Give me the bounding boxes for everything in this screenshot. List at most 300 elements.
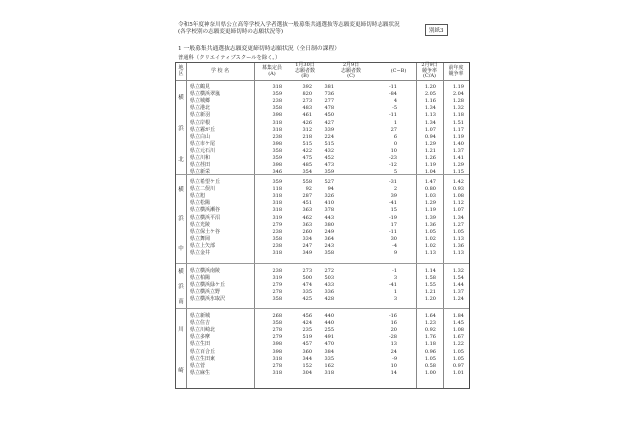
- difference-cell: 17: [390, 221, 397, 228]
- capacity-cell: 279: [272, 334, 282, 341]
- difference-cell: -31: [388, 179, 397, 185]
- ratio-cell: 1.04: [424, 169, 436, 176]
- applicants-feb9-cell: 427: [324, 119, 334, 126]
- prev-ratio-cell: 1.07: [452, 207, 464, 214]
- applicants-jan30-cell: 461: [302, 112, 312, 119]
- capacity-cell: 398: [272, 341, 282, 348]
- applicants-jan30-cell: 515: [302, 140, 312, 147]
- applicants-feb9-cell: 491: [324, 334, 334, 341]
- header-text: 競争率: [448, 70, 464, 77]
- table-row: [176, 112, 469, 119]
- header-text: 地: [178, 64, 184, 71]
- prev-ratio-cell: 0.97: [452, 362, 464, 369]
- region-char: 北: [178, 156, 184, 163]
- table-row: [176, 341, 469, 348]
- school-name-cell: 県立川和: [190, 155, 211, 161]
- applicants-jan30-cell: 474: [302, 282, 312, 289]
- school-name-cell: 県立横浜立野: [190, 289, 221, 296]
- capacity-cell: 318: [272, 200, 282, 207]
- applicants-jan30-cell: 273: [302, 98, 312, 105]
- school-name-cell: 県立上矢部: [190, 242, 216, 249]
- prev-ratio-cell: 1.17: [452, 126, 464, 133]
- applicants-feb9-cell: 515: [324, 140, 334, 147]
- school-name-cell: 県立元石川: [190, 147, 216, 154]
- difference-cell: 27: [390, 126, 397, 133]
- applicants-feb9-cell: 255: [324, 327, 334, 334]
- applicants-feb9-cell: 503: [324, 275, 334, 282]
- capacity-cell: 398: [272, 112, 282, 119]
- applicants-feb9-cell: 410: [324, 200, 334, 207]
- school-name-cell: 県立麻生: [190, 369, 211, 376]
- header-school-name: [186, 63, 254, 80]
- school-name-cell: 県立横浜瀬谷: [190, 207, 221, 214]
- prev-ratio-cell: 1.51: [452, 119, 464, 126]
- ratio-cell: 1.47: [424, 179, 436, 185]
- capacity-cell: 358: [272, 296, 282, 303]
- capacity-cell: 268: [272, 313, 282, 319]
- header-text: (C−B): [390, 67, 407, 74]
- ratio-cell: 0.80: [424, 186, 436, 193]
- applicants-feb9-cell: 473: [324, 162, 334, 169]
- header-text: 1月30日: [295, 62, 315, 69]
- prev-ratio-cell: 1.28: [452, 98, 464, 105]
- region-char: 浜: [178, 125, 184, 132]
- table-row: [176, 98, 469, 105]
- applicants-jan30-cell: 519: [302, 334, 312, 341]
- header-text: 学 校 名: [210, 67, 230, 74]
- header-capacity: [254, 63, 290, 80]
- table-row: [176, 370, 469, 377]
- table-row: [176, 148, 469, 155]
- applicants-feb9-cell: 336: [324, 289, 334, 296]
- difference-cell: -11: [388, 228, 397, 235]
- difference-cell: 2: [393, 186, 397, 193]
- applicants-jan30-cell: 456: [302, 313, 312, 319]
- prev-ratio-cell: 1.41: [452, 155, 464, 161]
- difference-cell: -5: [392, 105, 397, 112]
- header-text: (C/A): [422, 73, 437, 80]
- attachment-badge: 別紙3: [425, 24, 448, 36]
- ratio-cell: 1.76: [424, 334, 436, 341]
- capacity-cell: 238: [272, 133, 282, 140]
- difference-cell: 16: [390, 320, 397, 327]
- capacity-cell: 398: [272, 162, 282, 169]
- school-name-cell: 県立荏田: [190, 162, 211, 169]
- capacity-cell: 318: [272, 126, 282, 133]
- prev-ratio-cell: 1.32: [452, 268, 464, 274]
- header-text: 2月9日: [421, 62, 438, 69]
- ratio-cell: 1.64: [424, 313, 436, 319]
- header-text: (C): [347, 73, 355, 80]
- capacity-cell: 238: [272, 242, 282, 249]
- difference-cell: 4: [393, 98, 397, 105]
- difference-cell: 1: [393, 289, 397, 296]
- ratio-cell: 1.07: [424, 126, 436, 133]
- region-group: [176, 174, 469, 264]
- applicants-feb9-cell: 272: [324, 268, 334, 274]
- school-name-cell: 県立松陽: [190, 200, 211, 207]
- difference-cell: 24: [390, 348, 397, 355]
- applicants-feb9-cell: 432: [324, 147, 334, 154]
- prev-ratio-cell: 1.67: [452, 334, 464, 341]
- applicants-jan30-cell: 475: [302, 155, 312, 161]
- capacity-cell: 358: [272, 147, 282, 154]
- prev-ratio-cell: 1.01: [452, 369, 464, 376]
- prev-ratio-cell: 1.27: [452, 221, 464, 228]
- prev-ratio-cell: 1.29: [452, 162, 464, 169]
- applicants-jan30-cell: 426: [302, 119, 312, 126]
- school-name-cell: 県立港北: [190, 105, 211, 112]
- difference-cell: 0: [393, 140, 397, 147]
- applicants-jan30-cell: 344: [302, 355, 312, 362]
- difference-cell: 5: [393, 169, 397, 176]
- school-name-cell: 県立多摩: [190, 334, 211, 341]
- applicants-feb9-cell: 339: [324, 126, 334, 133]
- prev-ratio-cell: 1.12: [452, 200, 464, 207]
- prev-ratio-cell: 1.44: [452, 282, 464, 289]
- capacity-cell: 359: [272, 179, 282, 185]
- difference-cell: -16: [388, 313, 397, 319]
- applicants-jan30-cell: 335: [302, 289, 312, 296]
- header-text: 2月9日: [342, 62, 360, 69]
- applicants-feb9-cell: 478: [324, 105, 334, 112]
- school-name-cell: 県立生田東: [190, 355, 216, 362]
- applicants-jan30-cell: 462: [302, 214, 312, 221]
- header-applicants-feb9: [326, 63, 376, 80]
- prev-ratio-cell: 1.13: [452, 250, 464, 256]
- region-group: [176, 308, 469, 390]
- region-char: 川: [178, 326, 184, 333]
- capacity-cell: 278: [272, 327, 282, 334]
- ratio-cell: 1.58: [424, 275, 436, 282]
- capacity-cell: 238: [272, 228, 282, 235]
- prev-ratio-cell: 2.04: [452, 91, 464, 98]
- table-row: [176, 296, 469, 303]
- applicants-jan30-cell: 349: [302, 250, 312, 256]
- prev-ratio-cell: 1.37: [452, 289, 464, 296]
- applicants-feb9-cell: 277: [324, 98, 334, 105]
- table-row: [176, 327, 469, 334]
- difference-cell: 13: [390, 341, 397, 348]
- ratio-cell: 1.23: [424, 320, 436, 327]
- school-name-cell: 県立旭: [190, 193, 206, 200]
- applicants-jan30-cell: 218: [302, 133, 312, 140]
- ratio-cell: 1.20: [424, 296, 436, 303]
- ratio-cell: 1.16: [424, 98, 436, 105]
- applicants-jan30-cell: 354: [302, 169, 312, 176]
- school-name-cell: 県立住吉: [190, 320, 211, 327]
- ratio-cell: 1.13: [424, 112, 436, 119]
- school-name-cell: 県立霧が丘: [190, 126, 216, 133]
- ratio-cell: 1.05: [424, 228, 436, 235]
- applicants-feb9-cell: 452: [324, 155, 334, 161]
- difference-cell: -11: [388, 112, 397, 119]
- applicants-feb9-cell: 470: [324, 341, 334, 348]
- ratio-cell: 1.29: [424, 200, 436, 207]
- capacity-cell: 318: [272, 119, 282, 126]
- difference-cell: 15: [390, 207, 397, 214]
- applicants-jan30-cell: 424: [302, 320, 312, 327]
- applicants-feb9-cell: 364: [324, 235, 334, 242]
- school-name-cell: 県立二俣川: [190, 186, 216, 193]
- prev-ratio-cell: 1.22: [452, 341, 464, 348]
- ratio-cell: 1.34: [424, 119, 436, 126]
- difference-cell: 1: [393, 119, 397, 126]
- difference-cell: -1: [392, 268, 397, 274]
- capacity-cell: 318: [272, 355, 282, 362]
- applicants-feb9-cell: 384: [324, 348, 334, 355]
- ratio-cell: 1.02: [424, 242, 436, 249]
- capacity-cell: 398: [272, 348, 282, 355]
- applicants-jan30-cell: 260: [302, 228, 312, 235]
- capacity-cell: 318: [272, 250, 282, 256]
- ratio-cell: 1.29: [424, 140, 436, 147]
- school-name-cell: 県立横浜氷取沢: [190, 296, 226, 303]
- school-name-cell: 県立金井: [190, 250, 211, 256]
- capacity-cell: 278: [272, 289, 282, 296]
- school-name-cell: 県立保土ケ谷: [190, 228, 221, 235]
- school-name-cell: 県立川崎北: [190, 327, 216, 334]
- difference-cell: 39: [390, 193, 397, 200]
- prev-ratio-cell: 1.45: [452, 320, 464, 327]
- prev-ratio-cell: 1.36: [452, 242, 464, 249]
- capacity-cell: 278: [272, 362, 282, 369]
- applicants-feb9-cell: 428: [324, 296, 334, 303]
- prev-ratio-cell: 1.08: [452, 327, 464, 334]
- ratio-cell: 1.21: [424, 147, 436, 154]
- applicants-jan30-cell: 287: [302, 193, 312, 200]
- school-name-cell: 県立新栄: [190, 169, 211, 176]
- applicants-jan30-cell: 392: [302, 84, 312, 90]
- applicants-jan30-cell: 558: [302, 179, 312, 185]
- school-name-cell: 県立市ケ尾: [190, 140, 216, 147]
- ratio-cell: 1.14: [424, 268, 436, 274]
- difference-cell: -11: [388, 84, 397, 90]
- ratio-cell: 1.26: [424, 155, 436, 161]
- school-name-cell: 県立光陵: [190, 221, 211, 228]
- capacity-cell: 319: [272, 275, 282, 282]
- applicants-jan30-cell: 363: [302, 221, 312, 228]
- school-name-cell: 県立鶴見: [190, 84, 211, 90]
- prev-ratio-cell: 1.84: [452, 313, 464, 319]
- applicants-jan30-cell: 483: [302, 105, 312, 112]
- applicants-feb9-cell: 440: [324, 320, 334, 327]
- ratio-cell: 0.92: [424, 327, 436, 334]
- application-status-table: [175, 62, 470, 389]
- applicants-feb9-cell: 326: [324, 193, 334, 200]
- applicants-feb9-cell: 94: [327, 186, 334, 193]
- ratio-cell: 0.94: [424, 133, 436, 140]
- applicants-jan30-cell: 500: [302, 275, 312, 282]
- capacity-cell: 319: [272, 214, 282, 221]
- ratio-cell: 1.39: [424, 214, 436, 221]
- prev-ratio-cell: 0.93: [452, 186, 464, 193]
- applicants-feb9-cell: 318: [324, 369, 334, 376]
- ratio-cell: 1.55: [424, 282, 436, 289]
- applicants-feb9-cell: 358: [324, 250, 334, 256]
- prev-ratio-cell: 1.08: [452, 193, 464, 200]
- ratio-cell: 1.18: [424, 341, 436, 348]
- applicants-feb9-cell: 433: [324, 282, 334, 289]
- school-name-cell: 県立横浜南陵: [190, 268, 221, 274]
- table-row: [176, 193, 469, 200]
- difference-cell: 6: [393, 133, 397, 140]
- difference-cell: -41: [388, 282, 397, 289]
- difference-cell: -23: [388, 155, 397, 161]
- title-line-2: (各学校別の志願変更締切時の志願状況等): [178, 29, 284, 35]
- applicants-jan30-cell: 273: [302, 268, 312, 274]
- applicants-feb9-cell: 162: [324, 362, 334, 369]
- header-text: 前年度: [448, 64, 464, 71]
- applicants-feb9-cell: 527: [324, 179, 334, 185]
- difference-cell: -19: [388, 214, 397, 221]
- ratio-cell: 1.19: [424, 207, 436, 214]
- capacity-cell: 318: [272, 369, 282, 376]
- capacity-cell: 279: [272, 221, 282, 228]
- region-char: 中: [178, 246, 184, 253]
- ratio-cell: 1.05: [424, 355, 436, 362]
- ratio-cell: 2.05: [424, 91, 436, 98]
- applicants-feb9-cell: 335: [324, 355, 334, 362]
- school-name-cell: 県立生田: [190, 341, 211, 348]
- capacity-cell: 346: [272, 169, 282, 176]
- difference-cell: 3: [393, 275, 397, 282]
- header-prev-ratio: [443, 63, 469, 80]
- table-row: [176, 250, 469, 257]
- applicants-jan30-cell: 247: [302, 242, 312, 249]
- ratio-cell: 0.96: [424, 348, 436, 355]
- school-name-cell: 県立菅: [190, 362, 206, 369]
- school-name-cell: 県立横浜平沼: [190, 214, 221, 221]
- table-row: [176, 207, 469, 214]
- capacity-cell: 359: [272, 91, 282, 98]
- table-header: [176, 63, 469, 81]
- header-text: 志願者数: [294, 67, 315, 74]
- applicants-jan30-cell: 457: [302, 341, 312, 348]
- prev-ratio-cell: 1.40: [452, 140, 464, 147]
- header-text: 志願者数: [340, 67, 361, 74]
- header-region: [176, 63, 186, 80]
- prev-ratio-cell: 1.42: [452, 179, 464, 185]
- capacity-cell: 358: [272, 320, 282, 327]
- ratio-cell: 1.00: [424, 369, 436, 376]
- applicants-jan30-cell: 152: [302, 362, 312, 369]
- prev-ratio-cell: 1.05: [452, 355, 464, 362]
- school-name-cell: 県立岸根: [190, 119, 211, 126]
- school-name-cell: 県立白山: [190, 133, 211, 140]
- applicants-feb9-cell: 380: [324, 221, 334, 228]
- header-text: 競争率: [421, 67, 437, 74]
- header-applicants-jan30: [290, 63, 320, 80]
- applicants-feb9-cell: 359: [324, 169, 334, 176]
- difference-cell: -9: [392, 355, 397, 362]
- capacity-cell: 359: [272, 155, 282, 161]
- ratio-cell: 1.36: [424, 221, 436, 228]
- prev-ratio-cell: 1.05: [452, 348, 464, 355]
- ratio-cell: 1.03: [424, 193, 436, 200]
- region-group: [176, 81, 469, 175]
- applicants-jan30-cell: 363: [302, 207, 312, 214]
- capacity-cell: 318: [272, 207, 282, 214]
- prev-ratio-cell: 1.19: [452, 133, 464, 140]
- capacity-cell: 238: [272, 98, 282, 105]
- prev-ratio-cell: 1.32: [452, 105, 464, 112]
- applicants-jan30-cell: 235: [302, 327, 312, 334]
- applicants-jan30-cell: 820: [302, 91, 312, 98]
- ratio-cell: 1.02: [424, 235, 436, 242]
- applicants-feb9-cell: 440: [324, 313, 334, 319]
- prev-ratio-cell: 1.13: [452, 235, 464, 242]
- difference-cell: 30: [390, 235, 397, 242]
- difference-cell: -84: [388, 91, 397, 98]
- applicants-jan30-cell: 451: [302, 200, 312, 207]
- applicants-jan30-cell: 312: [302, 126, 312, 133]
- header-ratio: [416, 63, 443, 80]
- difference-cell: 10: [390, 362, 397, 369]
- ratio-cell: 1.34: [424, 105, 436, 112]
- region-char: 浜: [178, 216, 184, 223]
- applicants-feb9-cell: 224: [324, 133, 334, 140]
- ratio-cell: 1.21: [424, 289, 436, 296]
- difference-cell: -4: [392, 242, 397, 249]
- applicants-jan30-cell: 485: [302, 162, 312, 169]
- applicants-jan30-cell: 304: [302, 369, 312, 376]
- difference-cell: 3: [393, 296, 397, 303]
- applicants-feb9-cell: 249: [324, 228, 334, 235]
- capacity-cell: 398: [272, 140, 282, 147]
- header-difference: [381, 63, 416, 80]
- school-name-cell: 県立横浜翠嵐: [190, 91, 221, 98]
- table-row: [176, 134, 469, 141]
- region-char: 南: [178, 298, 184, 305]
- region-group: [176, 263, 469, 309]
- capacity-cell: 318: [272, 193, 282, 200]
- ratio-cell: 1.20: [424, 84, 436, 90]
- ratio-cell: 1.19: [424, 162, 436, 169]
- region-char: 横: [178, 94, 184, 101]
- school-name-cell: 県立横浜緑ケ丘: [190, 282, 226, 289]
- school-name-cell: 県立新羽: [190, 112, 211, 119]
- region-char: 横: [178, 268, 184, 275]
- applicants-jan30-cell: 92: [305, 186, 312, 193]
- difference-cell: 10: [390, 147, 397, 154]
- school-name-cell: 県立百合丘: [190, 348, 216, 355]
- header-text: (A): [268, 70, 276, 77]
- document-title: [178, 22, 400, 36]
- section-heading: 1 一般募集共通選抜志願変更締切時志願状況（全日制の課程）: [178, 46, 341, 52]
- header-text: (B): [301, 73, 309, 80]
- difference-cell: 9: [393, 250, 397, 256]
- capacity-cell: 318: [272, 84, 282, 90]
- applicants-feb9-cell: 450: [324, 112, 334, 119]
- school-name-cell: 県立柏陽: [190, 275, 211, 282]
- prev-ratio-cell: 1.34: [452, 214, 464, 221]
- region-char: 横: [178, 186, 184, 193]
- prev-ratio-cell: 1.19: [452, 84, 464, 90]
- applicants-feb9-cell: 378: [324, 207, 334, 214]
- school-name-cell: 県立舞岡: [190, 235, 211, 242]
- applicants-feb9-cell: 243: [324, 242, 334, 249]
- applicants-jan30-cell: 334: [302, 235, 312, 242]
- applicants-feb9-cell: 736: [324, 91, 334, 98]
- capacity-cell: 279: [272, 282, 282, 289]
- ratio-cell: 0.58: [424, 362, 436, 369]
- prev-ratio-cell: 1.54: [452, 275, 464, 282]
- ratio-cell: 1.13: [424, 250, 436, 256]
- capacity-cell: 358: [272, 105, 282, 112]
- school-name-cell: 県立城郷: [190, 98, 211, 105]
- header-text: 区: [178, 70, 184, 77]
